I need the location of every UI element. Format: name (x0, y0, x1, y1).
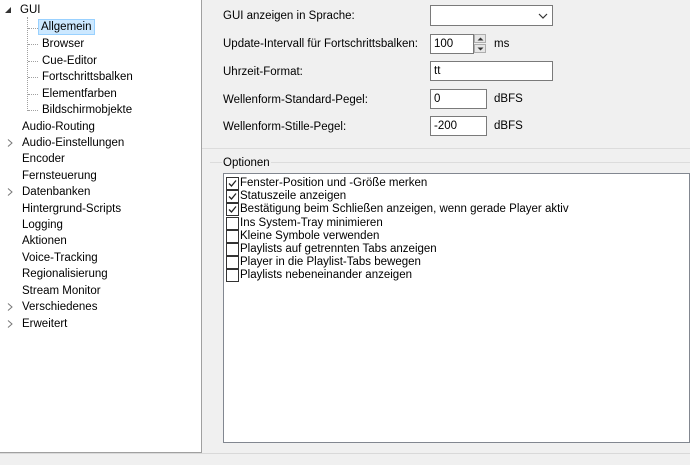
checkbox-checked-icon[interactable] (226, 190, 239, 203)
tree-node-label: Datenbanken (22, 186, 91, 198)
option-label: Playlists auf getrennten Tabs anzeigen (240, 243, 437, 255)
checkbox-unchecked-icon[interactable] (226, 230, 239, 243)
group-border (210, 162, 690, 163)
tree-node-label: Hintergrund-Scripts (22, 203, 122, 215)
update-interval-label: Update-Intervall für Fortschrittsbalken: (223, 38, 418, 50)
chevron-down-icon (538, 11, 548, 23)
tree-node-label: Fernsteuerung (22, 170, 97, 182)
option-label: Bestätigung beim Schließen anzeigen, wenn gerade Player aktiv (240, 203, 569, 216)
checkbox-checked-icon[interactable] (226, 177, 239, 190)
update-interval-spinner[interactable] (474, 34, 486, 54)
tree-node-browser[interactable] (40, 36, 86, 52)
settings-panel (202, 0, 690, 452)
tree-node-label: Voice-Tracking (22, 252, 98, 264)
tree-node-label: Allgemein (38, 19, 95, 35)
waveform-silence-level-unit: dBFS (494, 120, 523, 132)
tree-node-bildschirmobjekte[interactable] (40, 102, 134, 118)
checkbox-checked-icon[interactable] (226, 203, 239, 216)
tree-node-label: Regionalisierung (22, 268, 108, 280)
tree-node-label: Erweitert (22, 318, 68, 330)
tree-node-label: Browser (42, 38, 85, 50)
update-interval-unit: ms (494, 38, 510, 50)
options-group-title: Optionen (223, 157, 270, 169)
status-bar (0, 453, 690, 465)
time-format-label: Uhrzeit-Format: (223, 66, 303, 78)
collapsed-arrow-icon[interactable] (6, 303, 14, 311)
spin-up-icon[interactable] (474, 34, 486, 43)
collapsed-arrow-icon[interactable] (6, 320, 14, 328)
tree-connector (27, 17, 28, 111)
expanded-arrow-icon[interactable] (4, 6, 12, 14)
time-format-input[interactable]: tt (430, 61, 553, 81)
tree-node-label: Encoder (22, 153, 65, 165)
waveform-default-level-unit: dBFS (494, 93, 523, 105)
tree-node-label: Audio-Einstellungen (22, 137, 125, 149)
tree-node-label: Logging (22, 219, 63, 231)
waveform-default-level-label: Wellenform-Standard-Pegel: (223, 94, 368, 106)
tree-node-label: Elementfarben (42, 88, 117, 100)
options-list[interactable] (223, 173, 690, 443)
tree-node-label: Stream Monitor (22, 285, 101, 297)
option-label: Ins System-Tray minimieren (240, 216, 383, 229)
language-dropdown[interactable] (430, 5, 553, 26)
tree-node-cue-editor[interactable] (40, 53, 99, 69)
tree-node-elementfarben[interactable] (40, 86, 119, 102)
tree-node-label: GUI (20, 4, 41, 16)
checkbox-unchecked-icon[interactable] (226, 256, 239, 269)
tree-node-fortschrittsbalken[interactable] (40, 69, 135, 85)
checkbox-unchecked-icon[interactable] (226, 243, 239, 256)
collapsed-arrow-icon[interactable] (6, 188, 14, 196)
waveform-silence-level-input[interactable]: -200 (430, 116, 487, 136)
tree-node-allgemein[interactable] (38, 19, 95, 35)
tree-node-label: Verschiedenes (22, 301, 98, 313)
divider (202, 148, 690, 149)
option-label: Fenster-Position und -Größe merken (240, 177, 428, 189)
collapsed-arrow-icon[interactable] (6, 139, 14, 147)
tree-node-label: Cue-Editor (42, 55, 97, 67)
checkbox-unchecked-icon[interactable] (226, 217, 239, 230)
waveform-silence-level-label: Wellenform-Stille-Pegel: (223, 121, 347, 133)
waveform-default-level-input[interactable]: 0 (430, 89, 487, 109)
option-label: Playlists nebeneinander anzeigen (240, 269, 412, 282)
tree-node-label: Fortschrittsbalken (42, 71, 133, 83)
tree-node-label: Aktionen (22, 235, 67, 247)
option-label: Kleine Symbole verwenden (240, 229, 380, 242)
update-interval-input[interactable]: 100 (430, 34, 474, 54)
tree-node-label: Bildschirmobjekte (42, 104, 133, 116)
checkbox-unchecked-icon[interactable] (226, 269, 239, 282)
language-label: GUI anzeigen in Sprache: (223, 10, 355, 22)
tree-node-label: Audio-Routing (22, 121, 95, 133)
settings-tree[interactable] (0, 0, 202, 453)
option-label: Player in die Playlist-Tabs bewegen (240, 256, 421, 269)
spin-down-icon[interactable] (474, 44, 486, 53)
option-label: Statuszeile anzeigen (240, 190, 347, 203)
